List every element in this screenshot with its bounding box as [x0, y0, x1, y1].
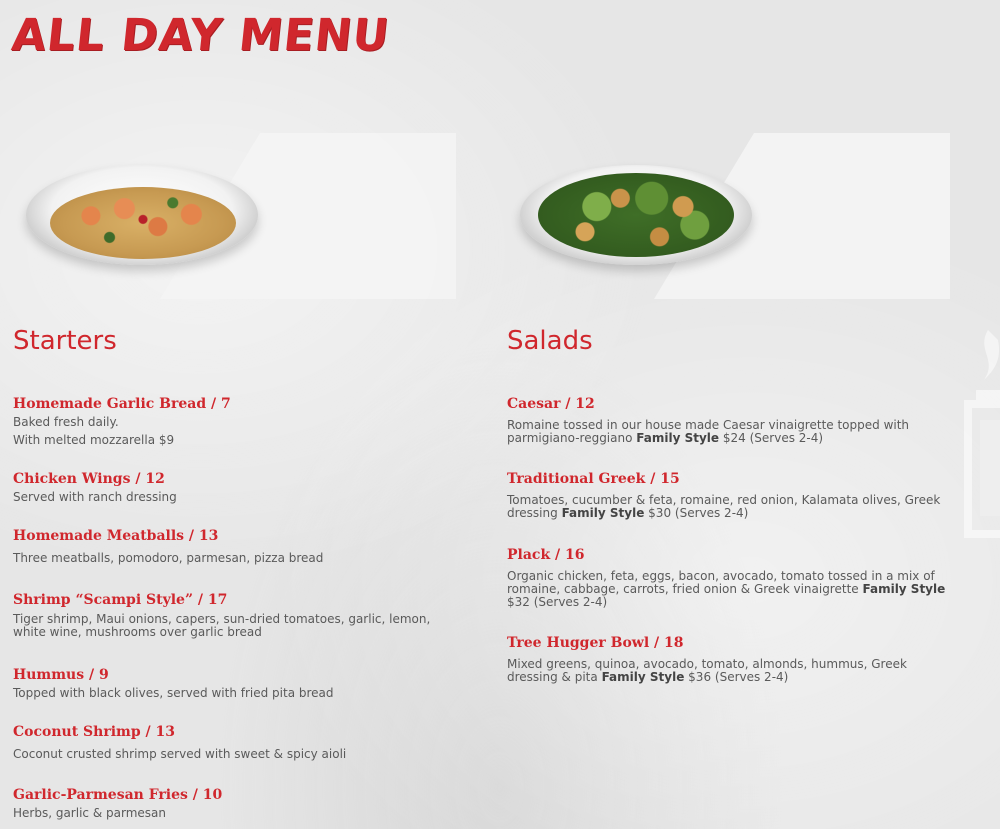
- menu-item: [13, 591, 453, 639]
- starters-heading: Starters: [13, 326, 117, 356]
- item-description: Tomatoes, cucumber & feta, romaine, red onion, Kalamata olives, Greek dressing Family Style $30 (Serves 2-4): [507, 493, 941, 520]
- menu-item: [507, 634, 952, 684]
- menu-item: [13, 527, 453, 567]
- lantern-icon: [958, 330, 1000, 540]
- item-description: Coconut crusted shrimp served with sweet & spicy aioli: [13, 747, 347, 761]
- item-description: Tiger shrimp, Maui onions, capers, sun-dried tomatoes, garlic, lemon, white wine, mushrooms over garlic bread: [13, 612, 431, 639]
- shrimp-scampi-plate-icon: [26, 165, 258, 265]
- family-style-label: Family Style: [636, 431, 720, 445]
- item-description: Topped with black olives, served with fried pita bread: [13, 686, 334, 700]
- salads-heading: Salads: [507, 326, 593, 356]
- menu-item: [13, 786, 453, 822]
- menu-item: [13, 395, 453, 449]
- menu-item: [507, 395, 947, 445]
- item-name: Caesar / 12: [507, 396, 595, 412]
- item-description: Mixed greens, quinoa, avocado, tomato, almonds, hummus, Greek dressing & pita Family Style $36 (Serves 2-4): [507, 657, 907, 684]
- starters-banner: [20, 133, 470, 299]
- item-description-extra: With melted mozzarella $9: [13, 433, 175, 447]
- menu-item: [13, 723, 453, 763]
- item-name: Homemade Garlic Bread / 7: [13, 396, 231, 412]
- family-style-label: Family Style: [561, 506, 645, 520]
- page-title: ALL DAY MENU: [9, 10, 393, 61]
- item-name: Shrimp “Scampi Style” / 17: [13, 592, 228, 608]
- item-name: Hummus / 9: [13, 667, 109, 683]
- item-name: Tree Hugger Bowl / 18: [507, 635, 684, 651]
- item-name: Plack / 16: [507, 547, 585, 563]
- item-description: Served with ranch dressing: [13, 490, 177, 504]
- item-description: Baked fresh daily.: [13, 415, 119, 429]
- item-description: Herbs, garlic & parmesan: [13, 806, 166, 820]
- menu-item: [13, 470, 453, 506]
- family-style-label: Family Style: [862, 582, 946, 596]
- family-style-label: Family Style: [601, 670, 685, 684]
- item-name: Coconut Shrimp / 13: [13, 724, 175, 740]
- item-name: Traditional Greek / 15: [507, 471, 680, 487]
- menu-item: [507, 470, 947, 520]
- menu-item: [507, 546, 947, 609]
- item-description: Romaine tossed in our house made Caesar vinaigrette topped with parmigiano-reggiano Family Style $24 (Serves 2-4): [507, 418, 910, 445]
- caesar-salad-plate-icon: [520, 165, 752, 265]
- item-name: Chicken Wings / 12: [13, 471, 165, 487]
- pasta-food: [50, 187, 236, 259]
- salads-banner: [514, 133, 964, 299]
- item-name: Garlic-Parmesan Fries / 10: [13, 787, 223, 803]
- item-description: Organic chicken, feta, eggs, bacon, avocado, tomato tossed in a mix of romaine, cabbage, carrots, fried onion & Greek vinaigrette Family Style $32 (Serves 2-4): [507, 569, 946, 609]
- salad-food: [538, 173, 734, 257]
- item-description: Three meatballs, pomodoro, parmesan, pizza bread: [13, 551, 324, 565]
- menu-item: [13, 666, 453, 702]
- item-name: Homemade Meatballs / 13: [13, 528, 219, 544]
